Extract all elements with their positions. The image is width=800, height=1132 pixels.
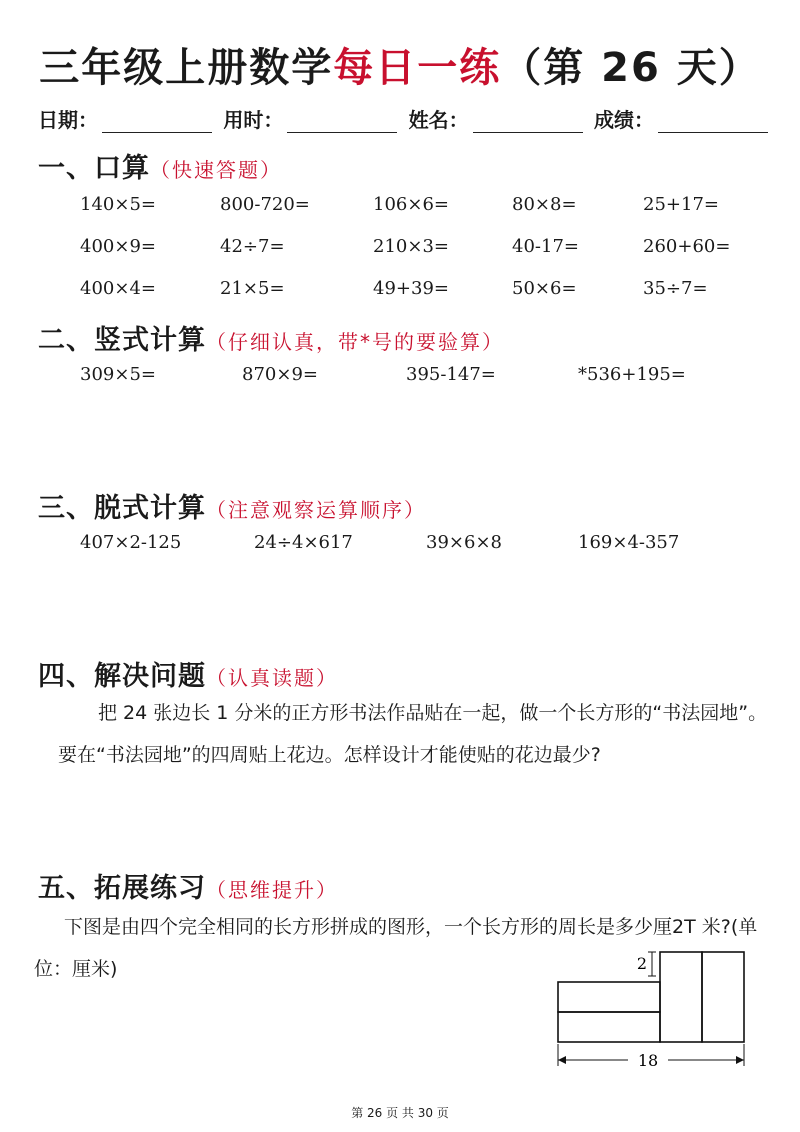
date-label: 日期： bbox=[38, 108, 98, 132]
horizontal-rectangle-top bbox=[558, 982, 660, 1012]
oral-item: 35÷7= bbox=[643, 278, 708, 299]
date-blank[interactable] bbox=[102, 112, 212, 133]
oral-item: 40-17= bbox=[512, 236, 579, 257]
arrow-left-icon bbox=[558, 1056, 566, 1064]
vertical-rectangle-left bbox=[660, 952, 702, 1042]
section-5-hint: （思维提升） bbox=[206, 878, 338, 902]
horizontal-rectangle-bottom bbox=[558, 1012, 660, 1042]
name-blank[interactable] bbox=[473, 112, 583, 133]
section-2-title: 二、竖式计算 bbox=[38, 325, 206, 356]
score-field bbox=[594, 104, 768, 133]
vertical-item: 870×9= bbox=[242, 364, 318, 385]
page-footer: 第 26 页 共 30 页 bbox=[351, 1106, 449, 1120]
section-2-heading bbox=[38, 318, 504, 357]
step-item: 24÷4×617 bbox=[254, 532, 353, 553]
date-field bbox=[38, 104, 212, 133]
rectangles-figure bbox=[550, 948, 750, 1078]
title-day: （第 26 天） bbox=[501, 45, 761, 91]
oral-item: 400×4= bbox=[80, 278, 156, 299]
vertical-rectangle-right bbox=[702, 952, 744, 1042]
section-1-title: 一、口算 bbox=[38, 153, 150, 184]
vertical-item: *536+195= bbox=[578, 364, 686, 385]
oral-item: 21×5= bbox=[220, 278, 285, 299]
oral-item: 25+17= bbox=[643, 194, 719, 215]
step-item: 169×4-357 bbox=[578, 532, 680, 553]
section-2-hint: （仔细认真，带*号的要验算） bbox=[206, 330, 504, 354]
section-5-heading bbox=[38, 866, 338, 905]
name-label: 姓名： bbox=[408, 108, 469, 132]
section-1-heading bbox=[38, 146, 282, 185]
vertical-item: 395-147= bbox=[406, 364, 496, 385]
page-title bbox=[0, 36, 800, 93]
arrow-right-icon bbox=[736, 1056, 744, 1064]
score-label: 成绩： bbox=[593, 108, 654, 132]
oral-item: 49+39= bbox=[373, 278, 449, 299]
section-4-heading bbox=[38, 654, 338, 693]
oral-item: 260+60= bbox=[643, 236, 731, 257]
oral-item: 106×6= bbox=[373, 194, 449, 215]
score-blank[interactable] bbox=[658, 112, 768, 133]
name-field bbox=[409, 104, 583, 133]
title-highlight: 每日一练 bbox=[333, 45, 502, 91]
step-item: 39×6×8 bbox=[426, 532, 502, 553]
info-row bbox=[38, 104, 768, 133]
time-blank[interactable] bbox=[287, 112, 397, 133]
time-label: 用时： bbox=[223, 108, 284, 132]
small-dimension-label: 2 bbox=[636, 954, 648, 973]
section-3-heading bbox=[38, 486, 426, 525]
step-item: 407×2-125 bbox=[80, 532, 182, 553]
time-field bbox=[223, 104, 397, 133]
extension-text: 下图是由四个完全相同的长方形拼成的图形，一个长方形的周长是多少厘2T 米?(单位：厘米) bbox=[34, 916, 758, 980]
oral-item: 800-720= bbox=[220, 194, 310, 215]
section-1-hint: （快速答题） bbox=[150, 158, 282, 182]
oral-item: 50×6= bbox=[512, 278, 577, 299]
oral-item: 400×9= bbox=[80, 236, 156, 257]
vertical-item: 309×5= bbox=[80, 364, 156, 385]
section-4-title: 四、解决问题 bbox=[38, 661, 206, 692]
section-3-title: 三、脱式计算 bbox=[38, 493, 206, 524]
section-4-hint: （认真读题） bbox=[206, 666, 338, 690]
oral-item: 80×8= bbox=[512, 194, 577, 215]
problem-text: 把 24 张边长 1 分米的正方形书法作品贴在一起，做一个长方形的“书法园地”。要在“书法园地”的四周贴上花边。怎样设计才能使贴的花边最少? bbox=[58, 702, 768, 766]
title-main: 三年级上册数学 bbox=[39, 45, 334, 91]
oral-item: 140×5= bbox=[80, 194, 156, 215]
oral-item: 42÷7= bbox=[220, 236, 285, 257]
section-5-title: 五、拓展练习 bbox=[38, 873, 206, 904]
oral-item: 210×3= bbox=[373, 236, 449, 257]
bottom-dimension-label: 18 bbox=[637, 1051, 659, 1070]
section-3-hint: （注意观察运算顺序） bbox=[206, 498, 426, 522]
